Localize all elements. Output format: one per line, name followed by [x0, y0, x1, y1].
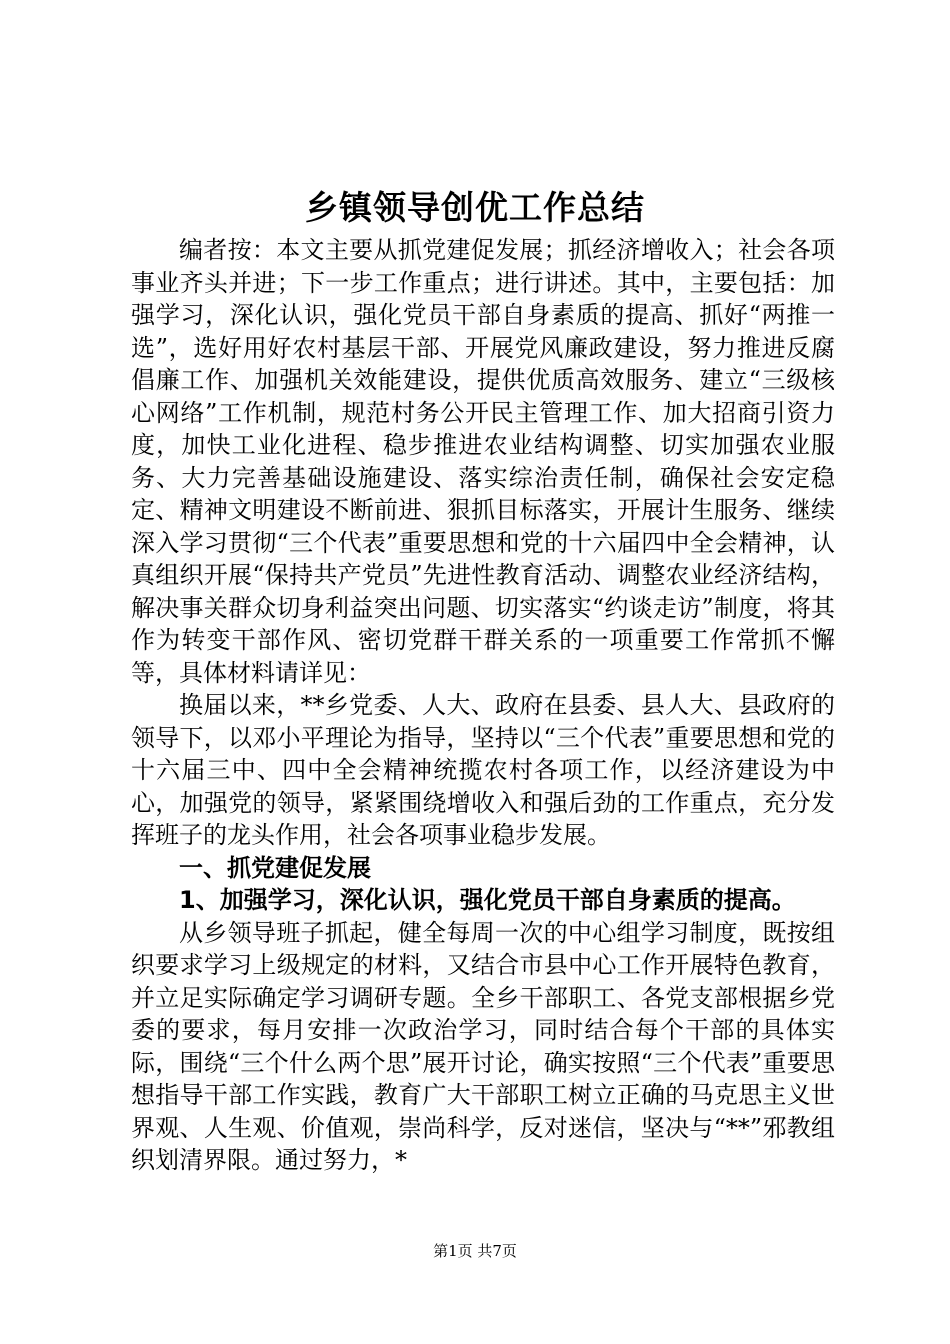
paragraph-study: 从乡领导班子抓起，健全每周一次的中心组学习制度，既按组织要求学习上级规定的材料，又结合市县中心工作开展特色教育，并立足实际确定学习调研专题。全乡干部职工、各党支部根据乡党委的要求，每月安排一次政治学习，同时结合每个干部的具体实际，围绕“三个什么两个思”展开讨论，确实按照“三个代表”重要思想指导干部工作实践，教育广大干部职工树立正确的马克思主义世界观、人生观、价值观，崇尚科学，反对迷信，坚决与“**”邪教组织划清界限。通过努力，* [131, 918, 835, 1174]
paragraph-intro: 换届以来，**乡党委、人大、政府在县委、县人大、县政府的领导下，以邓小平理论为指导，坚持以“三个代表”重要思想和党的十六届三中、四中全会精神统揽农村各项工作，以经济建设为中心，加强党的领导，紧紧围绕增收入和强后劲的工作重点，充分发挥班子的龙头作用，社会各项事业稳步发展。 [131, 691, 835, 849]
paragraph-editor-note: 编者按：本文主要从抓党建促发展；抓经济增收入；社会各项事业齐头并进；下一步工作重点；进行讲述。其中，主要包括：加强学习，深化认识，强化党员干部自身素质的提高、抓好“两推一选”，选好用好农村基层干部、开展党风廉政建设，努力推进反腐倡廉工作、加强机关效能建设，提供优质高效服务、建立“三级核心网络”工作机制，规范村务公开民主管理工作、加大招商引资力度，加快工业化进程、稳步推进农业结构调整、切实加强农业服务、大力完善基础设施建设、落实综治责任制，确保社会安定稳定、精神文明建设不断前进、狠抓目标落实，开展计生服务、继续深入学习贯彻“三个代表”重要思想和党的十六届四中全会精神，认真组织开展“保持共产党员”先进性教育活动、调整农业经济结构，解决事关群众切身利益突出问题、切实落实“约谈走访”制度，将其作为转变干部作风、密切党群干群关系的一项重要工作常抓不懈等，具体材料请详见： [131, 236, 835, 687]
document-title: 乡镇领导创优工作总结 [305, 188, 645, 227]
subsection-heading: 1、加强学习，深化认识，强化党员干部自身素质的提高。 [179, 886, 796, 914]
document-body [131, 234, 835, 1177]
page-footer: 第1页 共7页 [433, 1242, 517, 1260]
section-heading: 一、抓党建促发展 [179, 853, 371, 882]
